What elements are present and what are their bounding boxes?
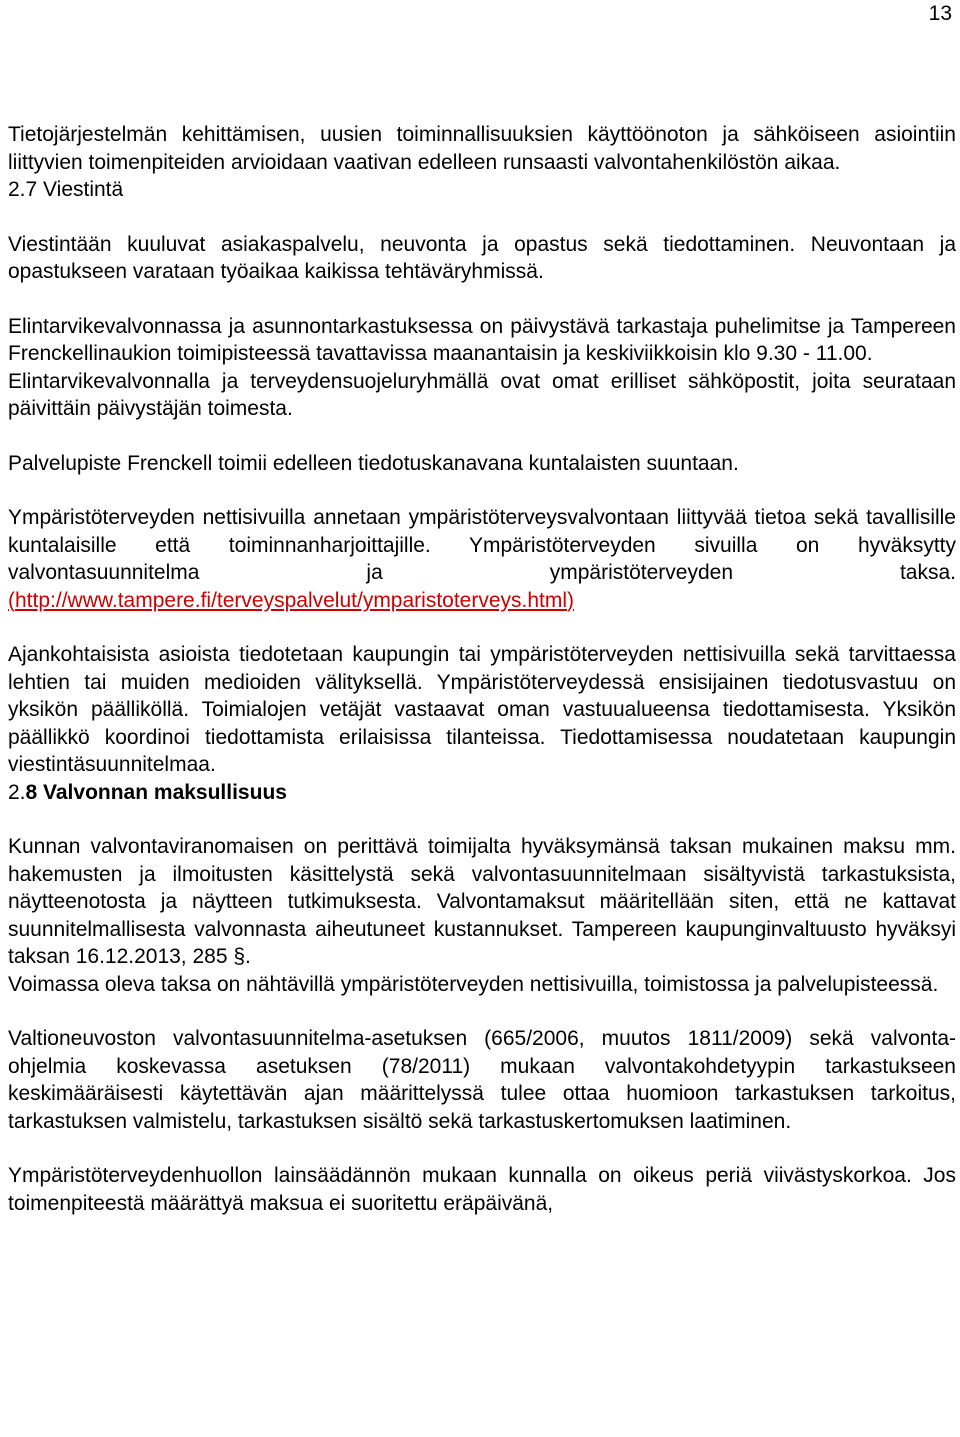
section-heading-fees <box>8 779 956 807</box>
section-heading-fees-number: 2. <box>8 780 26 804</box>
section-heading-communication: 2.7 Viestintä <box>8 178 124 201</box>
paragraph-decree: Valtioneuvoston valvontasuunnitelma-asetuksen (665/2006, muutos 1811/2009) sekä valvonta-ohjelmia koskevassa asetuksen (78/2011) mukaan valvontakohdetyypin tarkastukseen keskimääräisesti käytettävän ajan määrittelyssä tulee ottaa huomioon tarkastuksen tarkoitus, tarkastuksen valmistelu, tarkastuksen sisältö sekä tarkastuskertomuksen laatiminen. <box>8 1027 956 1133</box>
paragraph-tariff-available: Voimassa oleva taksa on nähtävillä ympäristöterveyden nettisivuilla, toimistossa ja palvelupisteessä. <box>8 972 939 996</box>
paragraph-fees: Kunnan valvontaviranomaisen on perittävä toimijalta hyväksymänsä taksan mukainen maksu mm. hakemusten ja ilmoitusten käsittelystä sekä valvontasuunnitelmaan sisältyvistä tarkastuksista, näytteenotosta ja näytteen tutkimuksesta. Valvontamaksut määritellään siten, että ne kattavat suunnitelmallisesta valvonnasta aiheutuneet kustannukset. Tampereen kaupunginvaltuusto hyväksyi taksan 16.12.2013, 285 §. <box>8 835 956 968</box>
section-heading-fees-title: 8 Valvonnan maksullisuus <box>25 780 287 804</box>
website-link[interactable]: http://www.tampere.fi/terveyspalvelut/ymparistoterveys.html <box>15 588 568 612</box>
page-number: 13 <box>928 2 952 25</box>
website-paren-open: ( <box>8 588 15 612</box>
document-body <box>8 121 956 1217</box>
paragraph-emails: Elintarvikevalvonnalla ja terveydensuojeluryhmällä ovat omat erilliset sähköpostit, joita seurataan päivittäin päivystäjän toimesta. <box>8 369 956 420</box>
website-text: Ympäristöterveyden nettisivuilla annetaan ympäristöterveysvalvontaan liittyvää tietoa sekä tavallisille kuntalaisille että toiminnanharjoittajille. Ympäristöterveyden sivuilla on hyväksytty valvontasuunnitelma ja ympäristöterveyden taksa. <box>8 506 956 584</box>
paragraph-communication-scope: Viestintään kuuluvat asiakaspalvelu, neuvonta ja opastus sekä tiedottaminen. Neuvontaan ja opastukseen varataan työaikaa kaikissa tehtäväryhmissä. <box>8 232 956 283</box>
website-paren-close: ) <box>567 588 575 612</box>
paragraph-duty-inspector: Elintarvikevalvonnassa ja asunnontarkastuksessa on päivystävä tarkastaja puhelimitse ja Tampereen Frenckellinaukion toimipisteessä tavattavissa maanantaisin ja keskiviikkoisin klo 9.30 - 11.00. <box>8 314 956 365</box>
paragraph-it-systems: Tietojärjestelmän kehittämisen, uusien toiminnallisuuksien käyttöönoton ja sähköiseen asiointiin liittyvien toimenpiteiden arvioidaan vaativan edelleen runsaasti valvontahenkilöstön aikaa. <box>8 123 956 174</box>
paragraph-website <box>8 504 956 614</box>
paragraph-service-point: Palvelupiste Frenckell toimii edelleen tiedotuskanavana kuntalaisten suuntaan. <box>8 451 739 475</box>
paragraph-interest: Ympäristöterveydenhuollon lainsäädännön mukaan kunnalla on oikeus periä viivästyskorkoa. Jos toimenpiteestä määrättyä maksua ei suoritettu eräpäivänä, <box>8 1164 956 1215</box>
paragraph-current-affairs: Ajankohtaisista asioista tiedotetaan kaupungin tai ympäristöterveyden nettisivuilla sekä tarvittaessa lehtien tai muiden medioiden välityksellä. Ympäristöterveydessä ensisijainen tiedotusvastuu on yksikön päälliköllä. Toimialojen vetäjät vastaavat oman vastuualueensa tiedottamisesta. Yksikön päällikkö koordinoi tiedottamista erilaisissa tilanteissa. Tiedottamisessa noudatetaan kaupungin viestintäsuunnitelmaa. <box>8 643 956 776</box>
